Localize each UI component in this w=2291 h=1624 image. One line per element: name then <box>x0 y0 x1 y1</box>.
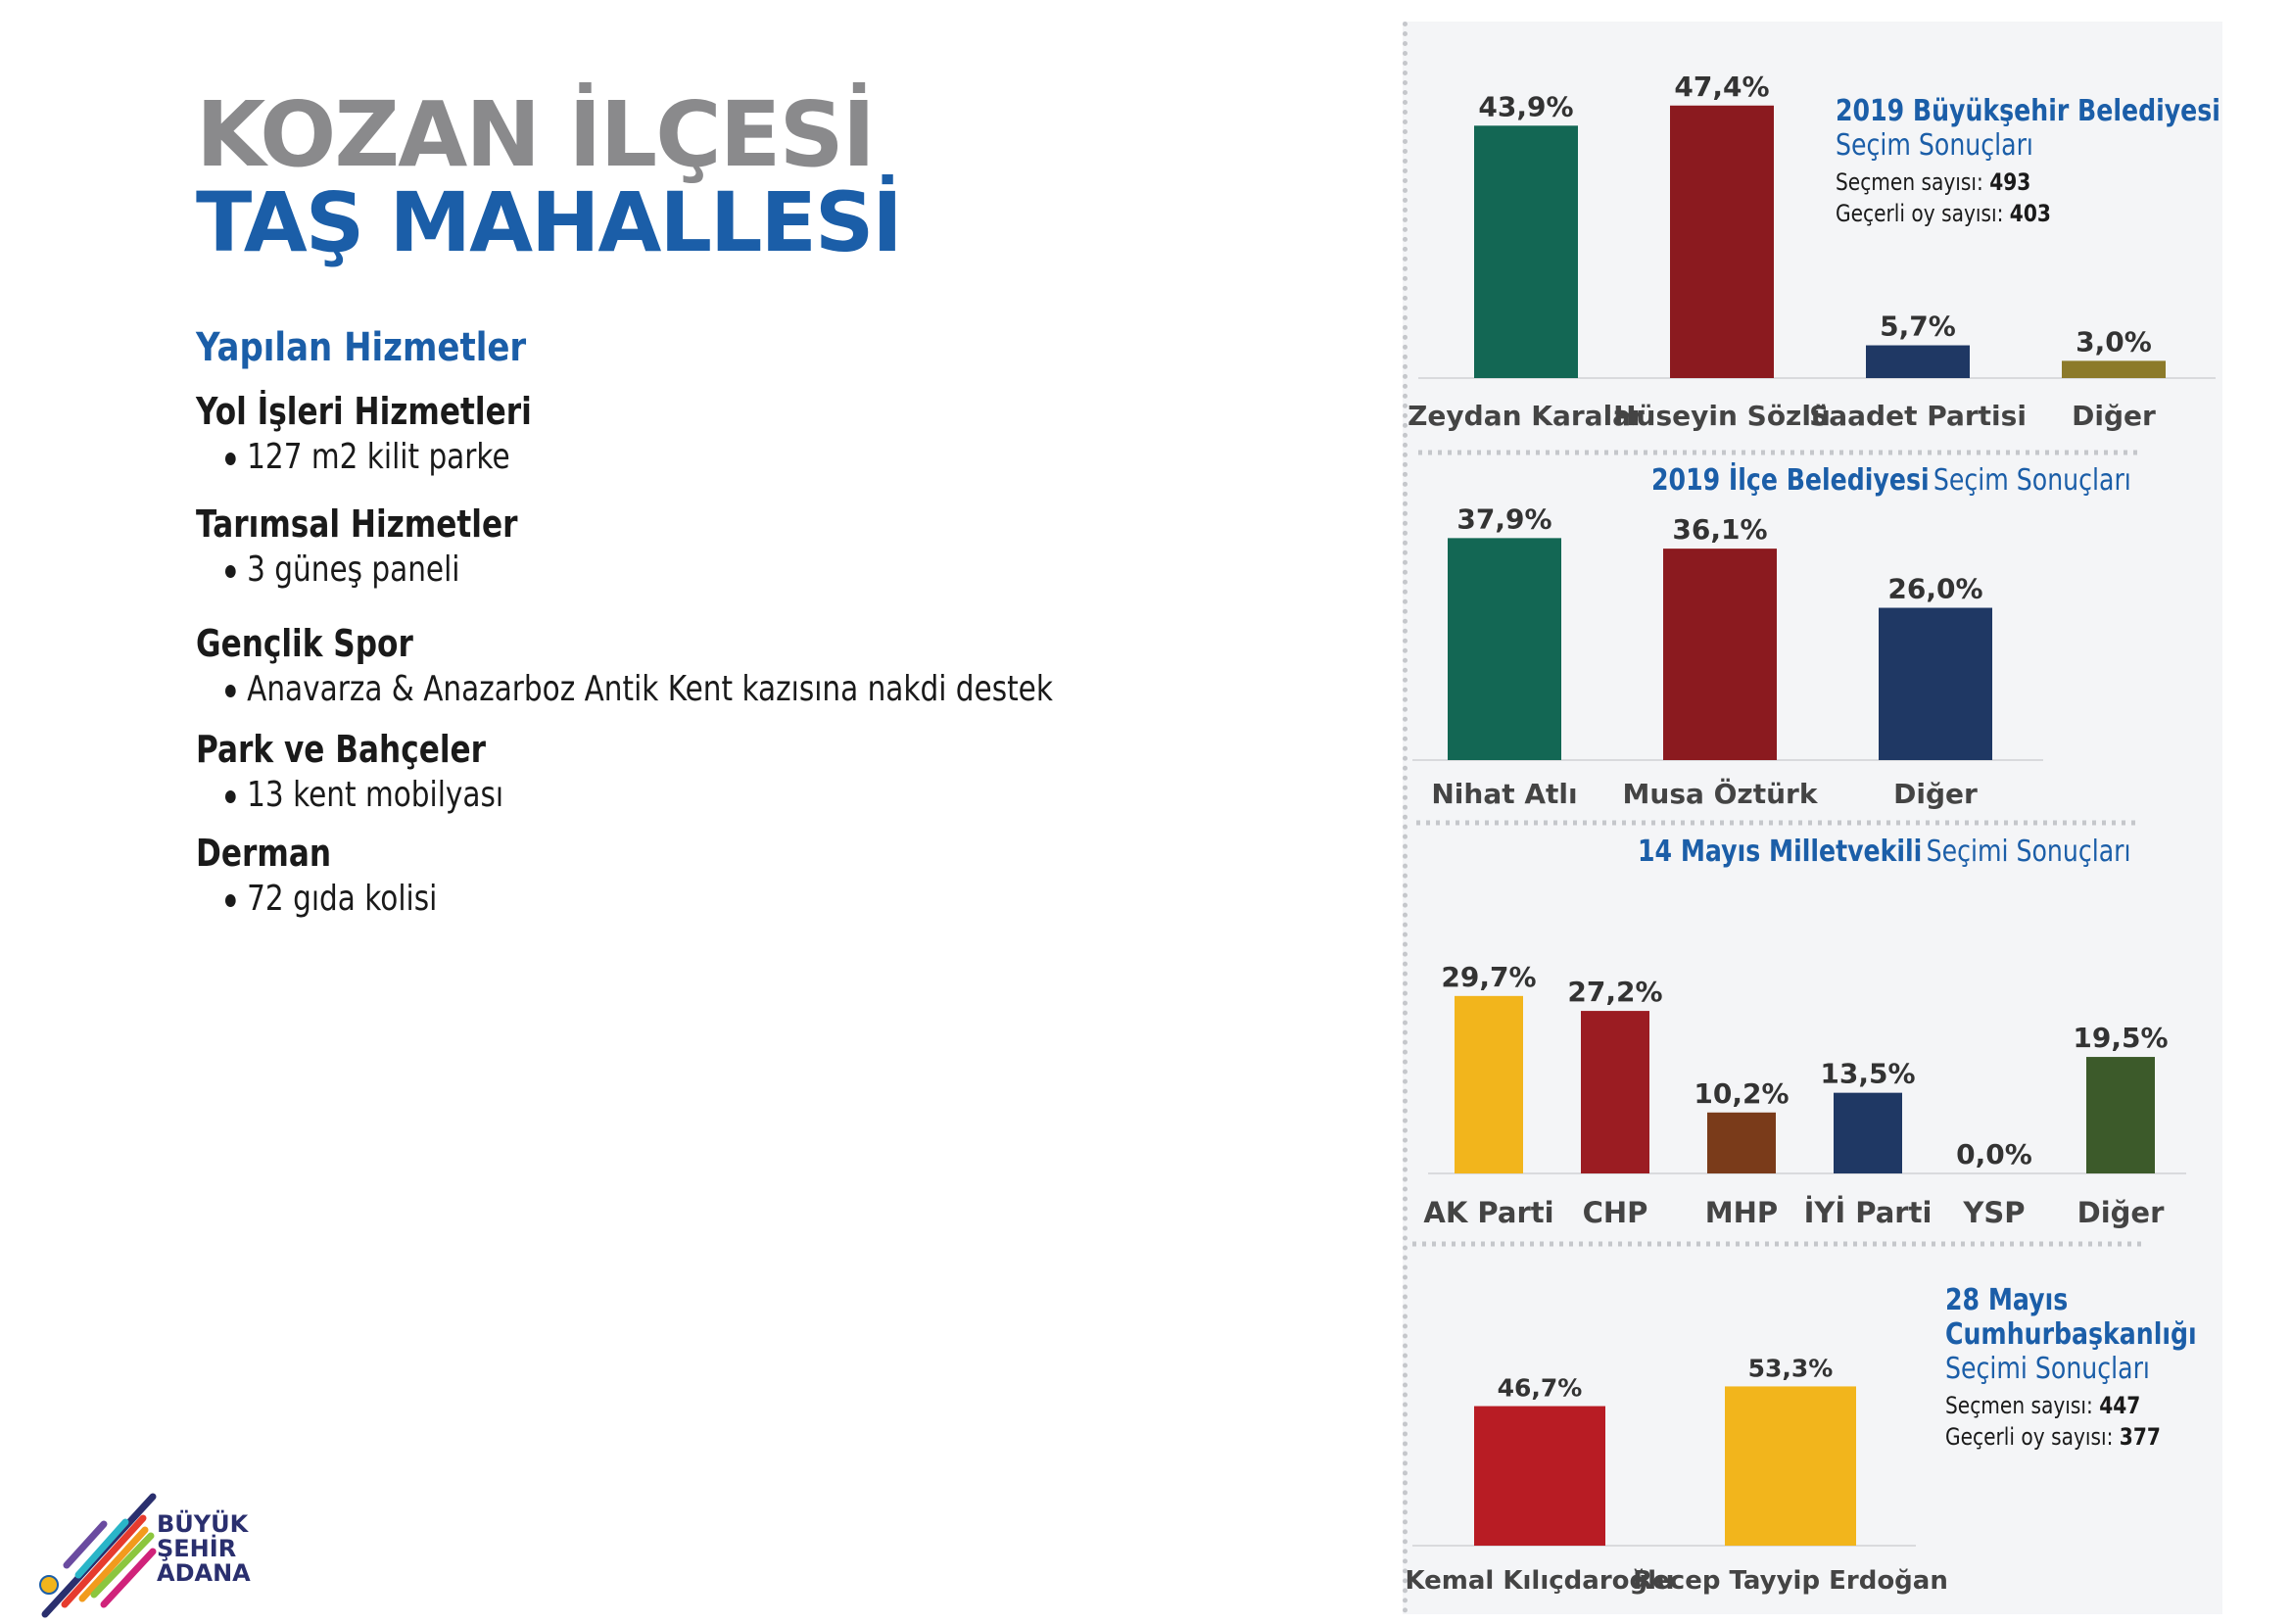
chart-title-bold: 2019 İlçe Belediyesi <box>1651 463 1930 498</box>
category-label: Diğer <box>1893 778 1978 810</box>
services-heading: Yapılan Hizmetler <box>196 325 527 370</box>
category-label: İYİ Parti <box>1803 1196 1933 1229</box>
category-label: Zeydan Karalar <box>1408 400 1645 432</box>
category-label: Nihat Atlı <box>1431 778 1578 810</box>
category-label: YSP <box>1963 1196 2026 1229</box>
valid-votes-label: Geçerli oy sayısı: <box>1945 1423 2114 1451</box>
chart-title-metropolitan <box>1836 94 2220 227</box>
category-label: AK Parti <box>1423 1196 1554 1229</box>
bar <box>1581 1011 1649 1173</box>
bar <box>1879 608 1992 760</box>
service-item-text: 72 gıda kolisi <box>247 879 438 919</box>
category-label: Diğer <box>2072 400 2156 432</box>
data-label: 53,3% <box>1747 1354 1834 1383</box>
voters-value: 493 <box>1989 168 2031 196</box>
valid-votes-line <box>1945 1423 2197 1451</box>
category-label: Recep Tayyip Erdoğan <box>1633 1566 1948 1596</box>
bar <box>2086 1057 2155 1173</box>
voters-line <box>1836 168 2220 196</box>
chart-title-bold: Cumhurbaşkanlığı <box>1945 1317 2197 1352</box>
page-title-district: KOZAN İLÇESİ <box>196 82 875 187</box>
valid-votes-value: 403 <box>2009 200 2051 227</box>
service-item-text: 3 güneş paneli <box>247 549 460 590</box>
service-category: Derman <box>196 832 332 875</box>
logo-text-line: ADANA <box>157 1559 251 1587</box>
chart-title-bold: 28 Mayıs <box>1945 1283 2069 1317</box>
voters-label: Seçmen sayısı: <box>1945 1392 2093 1419</box>
chart-title-rest: Seçimi Sonuçları <box>1926 835 2131 869</box>
data-label: 37,9% <box>1456 502 1552 536</box>
logo-text-line: BÜYÜK <box>157 1510 249 1538</box>
chart-title-rest: Seçimi Sonuçları <box>1945 1352 2150 1386</box>
category-label: CHP <box>1582 1196 1648 1229</box>
page-title-neighborhood: TAŞ MAHALLESİ <box>196 174 901 270</box>
bar <box>1474 125 1578 378</box>
data-label: 3,0% <box>2076 325 2152 358</box>
data-label: 27,2% <box>1567 976 1663 1009</box>
bar <box>1455 996 1523 1173</box>
voters-label: Seçmen sayısı: <box>1836 168 1983 196</box>
data-label: 19,5% <box>2073 1022 2169 1055</box>
bar <box>1670 106 1774 378</box>
chart-28-may-presidential <box>1405 1354 1947 1596</box>
category-label: Kemal Kılıçdaroğlu <box>1405 1566 1675 1596</box>
data-label: 46,7% <box>1497 1373 1583 1403</box>
service-item-text: 127 m2 kilit parke <box>247 437 510 477</box>
data-label: 43,9% <box>1478 90 1574 123</box>
chart-title-bold: 2019 Büyükşehir Belediyesi <box>1836 94 2220 128</box>
category-label: Diğer <box>2076 1196 2165 1229</box>
data-label: 0,0% <box>1956 1138 2032 1170</box>
bar <box>1707 1113 1776 1173</box>
service-category: Yol İşleri Hizmetleri <box>196 390 532 433</box>
data-label: 47,4% <box>1674 70 1770 103</box>
service-item-text: Anavarza & Anazarboz Antik Kent kazısına nakdi destek <box>247 669 1053 709</box>
data-label: 36,1% <box>1672 513 1768 547</box>
logo-text-line: ŞEHİR <box>157 1535 237 1562</box>
bar <box>1725 1386 1856 1546</box>
bar <box>2062 360 2166 378</box>
category-label: Saadet Partisi <box>1809 400 2027 432</box>
category-label: Musa Öztürk <box>1622 778 1818 810</box>
valid-votes-label: Geçerli oy sayısı: <box>1836 200 2004 227</box>
valid-votes-line <box>1836 200 2220 227</box>
chart-14-may-parliamentary <box>1423 961 2186 1229</box>
chart-title-rest: Seçim Sonuçları <box>1836 128 2033 163</box>
chart-title-rest: Seçim Sonuçları <box>1933 463 2131 498</box>
data-label: 26,0% <box>1887 572 1983 605</box>
service-category: Park ve Bahçeler <box>196 728 487 771</box>
voters-value: 447 <box>2099 1392 2141 1419</box>
chart-2019-district <box>1412 502 2043 810</box>
bar <box>1866 346 1970 378</box>
category-label: MHP <box>1704 1196 1779 1229</box>
category-label: Hüseyin Sözlü <box>1613 400 1831 432</box>
service-category: Gençlik Spor <box>196 622 413 665</box>
chart-title-presidential <box>1945 1283 2197 1451</box>
data-label: 13,5% <box>1820 1057 1916 1090</box>
valid-votes-value: 377 <box>2119 1423 2161 1451</box>
bar <box>1834 1093 1902 1173</box>
chart-title-bold: 14 Mayıs Milletvekili <box>1638 835 1923 869</box>
chart-title-district <box>1651 463 2131 498</box>
bar <box>1663 549 1777 760</box>
data-label: 5,7% <box>1880 310 1956 343</box>
voters-line <box>1945 1392 2197 1419</box>
service-category: Tarımsal Hizmetler <box>196 502 518 546</box>
bar <box>1474 1407 1605 1546</box>
service-item-text: 13 kent mobilyası <box>247 775 504 815</box>
bar <box>1448 538 1561 760</box>
data-label: 10,2% <box>1694 1076 1790 1110</box>
data-label: 29,7% <box>1441 960 1537 993</box>
chart-title-parliamentary <box>1638 835 2131 869</box>
